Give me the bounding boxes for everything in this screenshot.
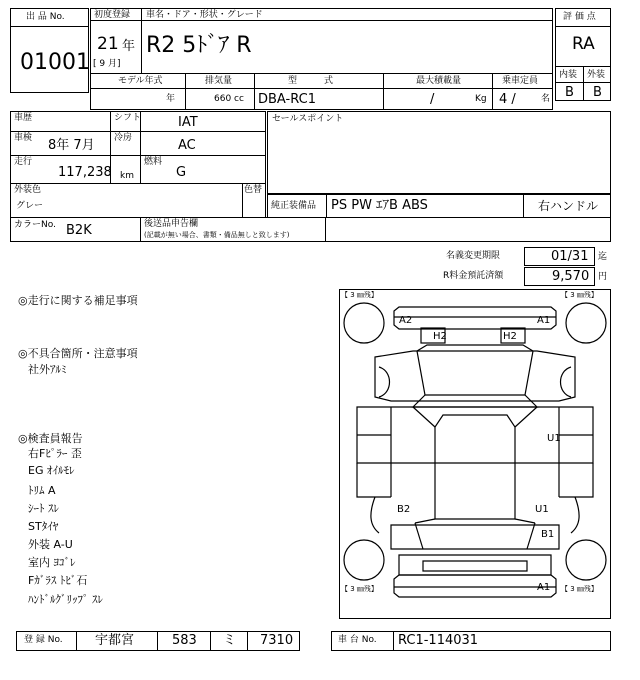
interior-grade: B [565,85,574,100]
recycle: 9,570 [552,269,590,284]
color-change-label: 色替 [244,185,263,195]
ac-label: 冷房 [114,133,133,143]
aftermarket-note: (記載が無い場合、書類・備品無しと致します) [144,231,290,239]
score: RA [572,34,595,54]
interior-label: 内装 [559,70,578,80]
inspector-line: 室内 ﾖｺﾞﾚ [28,556,76,569]
mileage-label: 走行 [14,157,33,167]
inspector-line: 外装 A-U [28,538,73,551]
tire-front-right [566,303,606,343]
chassis-label: 車 台 No. [338,635,377,645]
lot-label: 出 品 No. [26,12,65,22]
damage-mark: A2 [399,315,413,326]
max-load-label: 最大積載量 [416,76,462,86]
damage-mark: B2 [397,504,411,515]
recycle-unit: 円 [598,272,608,282]
tire-front-left [344,303,384,343]
equipment: PS PW ｴｱB ABS [331,198,428,213]
name-change-unit: 迄 [598,252,608,262]
car-diagram [339,289,611,619]
shift: IAT [178,115,198,130]
inspector-line: EG ｵｲﾙﾓﾚ [28,464,75,477]
damage-mark: B1 [541,529,555,540]
details-left [10,111,266,218]
inspection-label: 車検 [14,133,33,143]
sales-points-label: セールスポイント [272,114,344,124]
mileage-unit: km [120,171,134,181]
displacement-label: 排気量 [205,76,233,86]
damage-mark: A1 [537,315,551,326]
inspector-line: STﾀｲﾔ [28,520,59,533]
exterior-grade: B [593,85,602,100]
chassis-number: RC1-114031 [398,633,479,648]
defects-title: ◎不具合箇所・注意事項 [18,347,138,360]
tire-depth-rr: 【 3 ㎜残】 [561,585,598,593]
registration-class: 583 [172,633,197,648]
shift-label: シフト [114,113,142,123]
max-load: / [430,92,435,107]
tire-depth-fr: 【 3 ㎜残】 [561,291,598,299]
registration-area: 宇都宮 [95,633,135,648]
defect-item: 社外ｱﾙﾐ [28,363,67,376]
fuel: G [176,165,187,180]
driving-notes-title: ◎走行に関する補足事項 [18,294,138,307]
tire-depth-rl: 【 3 ㎜残】 [341,585,378,593]
model-year-unit: 年 [166,94,176,104]
tire-rear-left [344,540,384,580]
inspector-line: Fｶﾞﾗｽ ﾄﾋﾞ石 [28,574,88,587]
displacement: 660 cc [214,94,244,104]
equipment-label: 純正装備品 [271,201,317,211]
exterior-label: 外装 [587,70,606,80]
car-name-label: 車名・ドア・形状・グレード [146,10,263,20]
type-label: 型 式 [288,76,334,86]
damage-mark: H2 [433,331,447,342]
color-no-label: カラーNo. [14,220,56,230]
inspector-line: 右Fﾋﾟﾗｰ 歪 [28,447,82,460]
exterior-color: グレー [16,201,44,211]
inspection: 8年 7月 [48,138,95,153]
inspector-title: ◎検査員報告 [18,432,83,445]
registration-kana: ミ [223,633,237,648]
model-year-label: モデル年式 [118,76,163,86]
capacity-unit: 名 [541,94,551,104]
ac: AC [178,138,196,153]
capacity: 4 / [499,92,516,107]
inspector-line: ﾊﾝﾄﾞﾙｸﾞﾘｯﾌﾟ ｽﾚ [28,593,103,606]
lot-number: 01001 [20,50,90,75]
damage-mark: U1 [547,433,561,444]
name-change: 01/31 [551,249,589,264]
year-unit: 年 [122,39,136,54]
registration-label: 登 録 No. [24,635,63,645]
fuel-label: 燃料 [144,157,163,167]
car-name: R2 5ﾄﾞｱ R [146,33,252,58]
name-change-label: 名義変更期限 [446,251,501,261]
steering: 右ハンドル [538,199,599,213]
first-reg-label: 初度登録 [94,10,131,20]
first-reg-year: 21 [97,34,119,54]
aftermarket-value-cell [325,217,611,242]
first-reg-month: [ 9 月] [93,59,121,69]
tire-rear-right [566,540,606,580]
recycle-label: R料金預託済額 [443,271,504,281]
exterior-color-label: 外装色 [14,185,42,195]
inspector-line: ｼｰﾄ ｽﾚ [28,502,59,515]
damage-mark: A1 [537,582,551,593]
max-load-unit: Kg [475,94,487,104]
model-code: DBA-RC1 [258,92,316,107]
tire-depth-fl: 【 3 ㎜残】 [341,291,378,299]
damage-mark: U1 [535,504,549,515]
mileage: 117,238 [58,165,112,180]
score-label: 評 価 点 [563,12,596,22]
capacity-label: 乗車定員 [502,76,539,86]
inspector-line: ﾄﾘﾑ A [28,484,56,497]
damage-mark: H2 [503,331,517,342]
registration-number: 7310 [260,633,294,648]
history-label: 車歴 [14,113,33,123]
color-no: B2K [66,223,92,238]
aftermarket-label: 後送品申告欄 [144,219,199,229]
